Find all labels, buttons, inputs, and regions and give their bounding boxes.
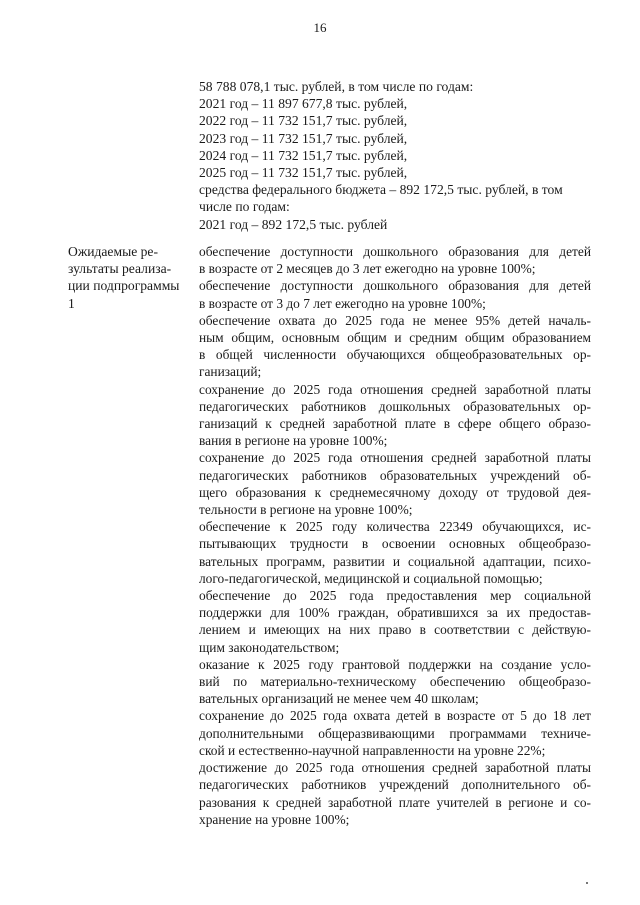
funding-line: числе по годам: (199, 199, 290, 215)
results-line: в возрасте от 2 месяцев до 3 лет ежегодно на уровне 100%; (199, 261, 536, 277)
results-label (68, 243, 193, 312)
results-line: ным общим, основным общим и средним общим образованием (199, 330, 591, 346)
results-line: пытывающих трудности в освоении основных общеобразо- (199, 536, 591, 552)
results-line: педагогических работников образовательных учреждений об- (199, 467, 591, 483)
results-line: вания в регионе на уровне 100%; (199, 433, 388, 449)
results-line: обеспечение доступности дошкольного образования для детей (199, 244, 591, 259)
results-text-block (199, 243, 591, 828)
results-line: ганизаций к средней заработной плате в сфере общего образо- (199, 416, 591, 432)
results-line: педагогических работников учреждений дополнительного об- (199, 777, 591, 793)
results-line: обеспечение до 2025 года предоставления мер социальной (199, 588, 591, 604)
results-line: в общей численности обучающихся общеобразовательных ор- (199, 347, 591, 363)
funding-line: 2022 год – 11 732 151,7 тыс. рублей, (199, 113, 408, 129)
results-line: ганизаций; (199, 364, 262, 380)
funding-line: 58 788 078,1 тыс. рублей, в том числе по годам: (199, 79, 474, 94)
results-line: достижение до 2025 года отношения средней заработной платы (199, 760, 591, 776)
results-line: ской и естественно-научной направленности на уровне 22%; (199, 742, 546, 758)
funding-line: 2025 год – 11 732 151,7 тыс. рублей, (199, 165, 408, 181)
results-line: вательных программ, развитии и социальной адаптации, психо- (199, 553, 591, 569)
scan-dot-mark (586, 882, 588, 884)
results-line: тельности в регионе на уровне 100%; (199, 502, 413, 518)
results-line: сохранение до 2025 года охвата детей в возрасте от 5 до 18 лет (199, 708, 591, 724)
results-line: сохранение до 2025 года отношения средней заработной платы (199, 381, 591, 397)
results-line: сохранение до 2025 года отношения средней заработной платы (199, 450, 591, 466)
results-line: лого-педагогической, медицинской и социальной помощью; (199, 570, 543, 586)
results-label-line: ции подпрограммы (68, 278, 180, 294)
funding-line: 2023 год – 11 732 151,7 тыс. рублей, (199, 130, 408, 146)
results-line: педагогических работников дошкольных образовательных ор- (199, 398, 591, 414)
results-line: разования к средней заработной плате учителей в регионе и со- (199, 794, 591, 810)
results-label-line: Ожидаемые ре- (68, 244, 158, 259)
results-line: щим законодательством; (199, 639, 340, 655)
results-line: лением и имеющих на них право в соответствии с действую- (199, 622, 591, 638)
page-number: 16 (313, 20, 327, 35)
results-line: в возрасте от 3 до 7 лет ежегодно на уровне 100%; (199, 295, 486, 311)
funding-line: 2021 год – 892 172,5 тыс. рублей (199, 216, 388, 232)
results-line: обеспечение доступности дошкольного образования для детей (199, 278, 591, 294)
funding-text-block (199, 78, 599, 233)
results-label-line: зультаты реализа- (68, 261, 172, 277)
results-line: хранение на уровне 100%; (199, 811, 350, 827)
results-line: оказание к 2025 году грантовой поддержки на создание усло- (199, 656, 591, 672)
results-line: вательных организаций не менее чем 40 школам; (199, 691, 479, 707)
results-line: дополнительными общеразвивающими программами техниче- (199, 725, 591, 741)
funding-line: средства федерального бюджета – 892 172,5 тыс. рублей, в том (199, 182, 563, 198)
results-label-line: 1 (68, 295, 75, 311)
results-line: обеспечение охвата до 2025 года не менее 95% детей началь- (199, 312, 591, 328)
funding-line: 2021 год – 11 897 677,8 тыс. рублей, (199, 96, 408, 112)
results-line: щего образования к среднемесячному доходу от трудовой дея- (199, 484, 591, 500)
funding-line: 2024 год – 11 732 151,7 тыс. рублей, (199, 147, 408, 163)
results-line: обеспечение к 2025 году количества 22349 обучающихся, ис- (199, 519, 591, 535)
results-line: поддержки для 100% граждан, обратившихся за их предостав- (199, 605, 591, 621)
results-line: вий по материально-техническому обеспечению общеобразо- (199, 674, 591, 690)
